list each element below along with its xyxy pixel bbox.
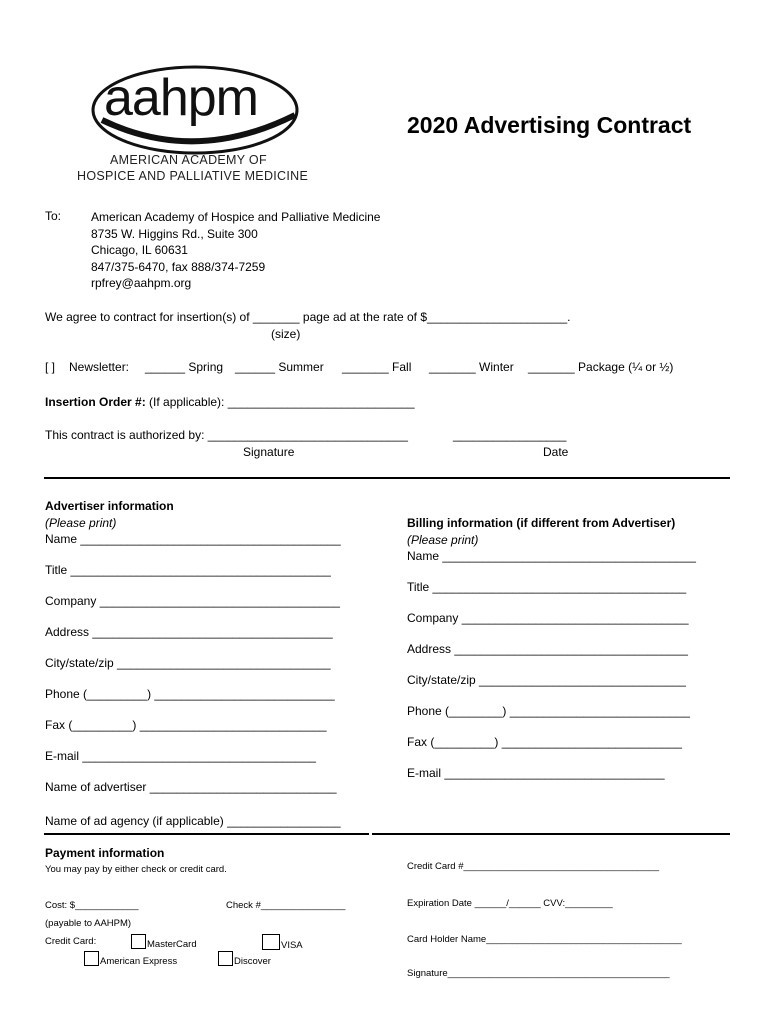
- newsletter-package[interactable]: _______ Package (¼ or ½): [528, 360, 674, 374]
- cost-field[interactable]: Cost: $____________: [45, 900, 139, 911]
- advertiser-name-field[interactable]: Name _______________________________________: [45, 532, 341, 546]
- billing-fax-field[interactable]: Fax (_________) ___________________________: [407, 735, 682, 749]
- to-line: 8735 W. Higgins Rd., Suite 300: [91, 226, 258, 241]
- insertion-order-field[interactable]: [45, 395, 415, 409]
- date-label: Date: [543, 445, 569, 459]
- insertion-order-label: Insertion Order #:: [45, 395, 146, 409]
- mastercard-label: MasterCard: [147, 939, 197, 950]
- billing-address-field[interactable]: Address ___________________________________: [407, 642, 688, 656]
- insertion-order-rest: (If applicable): ____________________________: [145, 395, 415, 409]
- newsletter-checkbox[interactable]: [ ]: [45, 360, 56, 374]
- discover-label: Discover: [234, 956, 271, 967]
- to-label: To:: [45, 209, 62, 223]
- billing-title-field[interactable]: Title ______________________________________: [407, 580, 687, 594]
- visa-label: VISA: [281, 940, 303, 951]
- billing-email-field[interactable]: E-mail _________________________________: [407, 766, 665, 780]
- logo-line-2: HOSPICE AND PALLIATIVE MEDICINE: [77, 169, 309, 183]
- to-line: 847/375-6470, fax 888/374-7259: [91, 259, 266, 274]
- discover-checkbox[interactable]: [218, 951, 233, 966]
- signature-label: Signature: [243, 445, 295, 459]
- logo-wordmark: aahpm: [104, 69, 258, 127]
- section-divider: [44, 833, 369, 835]
- advertiser-city-field[interactable]: City/state/zip ________________________________: [45, 656, 331, 670]
- advertiser-email-field[interactable]: E-mail ___________________________________: [45, 749, 316, 763]
- advertiser-company-field[interactable]: Company ____________________________________: [45, 594, 340, 608]
- credit-card-label: Credit Card:: [45, 936, 97, 947]
- logo-line-1: AMERICAN ACADEMY OF: [110, 153, 267, 167]
- billing-city-field[interactable]: City/state/zip _______________________________: [407, 673, 686, 687]
- payment-heading: Payment information: [45, 846, 165, 860]
- to-address: [91, 209, 380, 292]
- card-signature-field[interactable]: Signature__________________________________________: [407, 968, 670, 979]
- advertiser-name-of-advertiser-field[interactable]: Name of advertiser ____________________________: [45, 780, 337, 794]
- advertiser-phone-field[interactable]: Phone (_________) ___________________________: [45, 687, 335, 701]
- check-number-field[interactable]: Check #________________: [226, 900, 346, 911]
- page-title: 2020 Advertising Contract: [407, 112, 692, 138]
- agree-text[interactable]: We agree to contract for insertion(s) of _______ page ad at the rate of $_____________________.: [45, 310, 571, 324]
- newsletter-fall[interactable]: _______ Fall: [342, 360, 412, 374]
- to-line: Chicago, IL 60631: [91, 243, 188, 257]
- mastercard-checkbox[interactable]: [131, 934, 146, 949]
- newsletter-label: Newsletter:: [69, 360, 130, 374]
- newsletter-summer[interactable]: ______ Summer: [235, 360, 324, 374]
- amex-checkbox[interactable]: [84, 951, 99, 966]
- agree-size-label: (size): [271, 327, 301, 341]
- to-line: American Academy of Hospice and Palliative Medicine: [91, 210, 381, 224]
- advertiser-address-field[interactable]: Address ____________________________________: [45, 625, 333, 639]
- newsletter-winter[interactable]: _______ Winter: [429, 360, 514, 374]
- payment-note: You may pay by either check or credit card.: [45, 864, 227, 875]
- advertiser-heading: Advertiser information: [45, 499, 174, 513]
- billing-phone-field[interactable]: Phone (________) ___________________________: [407, 704, 690, 718]
- expiration-cvv-field[interactable]: Expiration Date ______/______ CVV:_________: [407, 898, 613, 909]
- to-line: rpfrey@aahpm.org: [91, 276, 192, 290]
- advertiser-note: (Please print): [45, 516, 117, 530]
- newsletter-spring[interactable]: ______ Spring: [145, 360, 224, 374]
- billing-company-field[interactable]: Company __________________________________: [407, 611, 689, 625]
- credit-card-number-field[interactable]: Credit Card #_____________________________________: [407, 861, 659, 872]
- billing-note: (Please print): [407, 533, 479, 547]
- billing-name-field[interactable]: Name ______________________________________: [407, 549, 696, 563]
- section-divider: [44, 477, 730, 479]
- visa-checkbox[interactable]: [262, 934, 280, 950]
- amex-option[interactable]: [84, 951, 177, 967]
- visa-option[interactable]: [262, 934, 303, 951]
- billing-heading: Billing information (if different from Advertiser): [407, 516, 676, 530]
- advertiser-fax-field[interactable]: Fax (_________) ____________________________: [45, 718, 327, 732]
- authorized-signature-field[interactable]: This contract is authorized by: ______________________________: [45, 428, 408, 442]
- amex-label: American Express: [100, 956, 178, 967]
- discover-option[interactable]: [218, 951, 271, 967]
- section-divider: [372, 833, 730, 835]
- advertiser-title-field[interactable]: Title _______________________________________: [45, 563, 331, 577]
- authorized-date-field[interactable]: _________________: [453, 428, 567, 442]
- advertiser-agency-field[interactable]: Name of ad agency (if applicable) _________________: [45, 814, 341, 828]
- mastercard-option[interactable]: [131, 934, 197, 950]
- payable-note: (payable to AAHPM): [45, 918, 132, 929]
- card-holder-name-field[interactable]: Card Holder Name_____________________________________: [407, 934, 682, 945]
